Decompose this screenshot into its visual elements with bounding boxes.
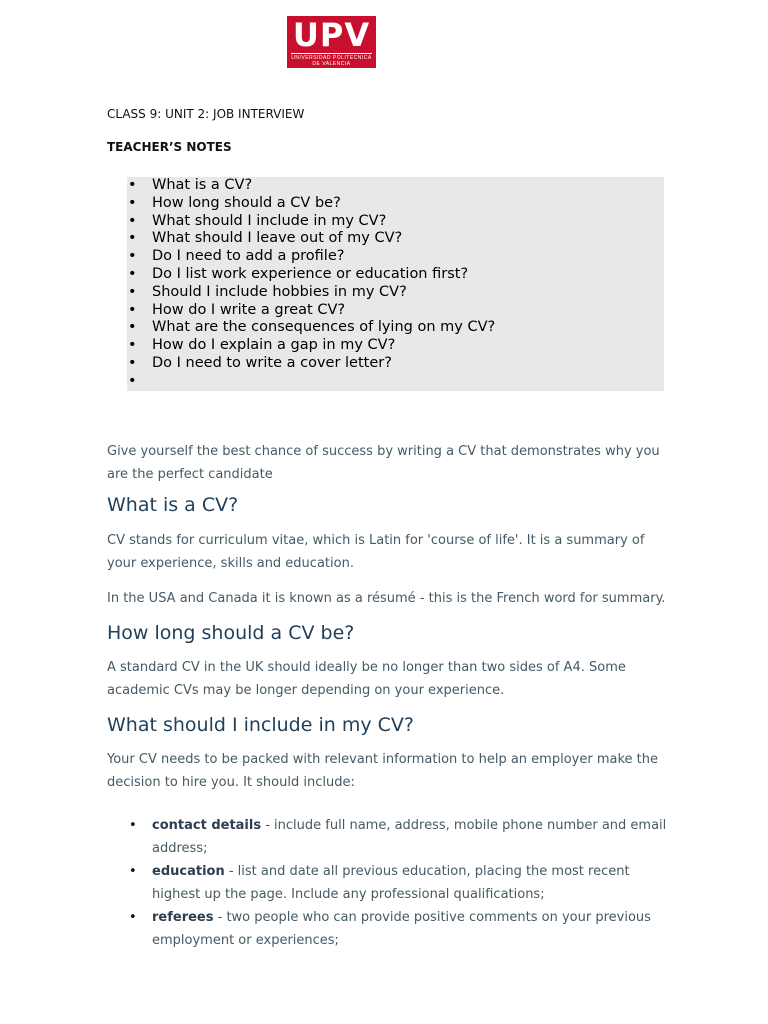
paragraph: A standard CV in the UK should ideally be no longer than two sides of A4. Some academic CVs may be longer depending on your experience. [107, 660, 626, 698]
heading-how-long: How long should a CV be? [107, 622, 355, 644]
intro-paragraph: Give yourself the best chance of success by writing a CV that demonstrates why you are the perfect candidate [107, 444, 660, 482]
upv-logo [287, 16, 376, 68]
list-item [107, 814, 667, 860]
list-item: • What are the consequences of lying on my CV? [127, 319, 664, 337]
list-item: • What should I leave out of my CV? [127, 230, 664, 248]
list-item-text: - list and date all previous education, placing the most recent highest up the page. Include any professional qualifications; [152, 864, 630, 902]
paragraph: CV stands for curriculum vitae, which is Latin for 'course of life'. It is a summary of your experience, skills and education. [107, 533, 645, 571]
list-item: • Do I list work experience or education first? [127, 266, 664, 284]
list-item: • How do I explain a gap in my CV? [127, 337, 664, 355]
list-item: • Should I include hobbies in my CV? [127, 284, 664, 302]
list-item-text: - two people who can provide positive comments on your previous employment or experiences; [152, 910, 651, 948]
heading-what-is-cv: What is a CV? [107, 494, 239, 516]
question-list [127, 177, 664, 391]
list-item [107, 906, 667, 952]
list-item-text: - include full name, address, mobile phone number and email address; [152, 818, 667, 856]
list-item: • How do I write a great CV? [127, 302, 664, 320]
list-item-term: education [152, 864, 225, 879]
logo-subtitle: UNIVERSIDAD POLITECNICA DE VALENCIA [291, 55, 372, 67]
question-list-box [127, 177, 664, 391]
list-item: • Do I need to write a cover letter? [127, 355, 664, 373]
class-title: CLASS 9: UNIT 2: JOB INTERVIEW [107, 107, 305, 121]
list-item [107, 860, 667, 906]
heading-include: What should I include in my CV? [107, 714, 414, 736]
list-item: • Do I need to add a profile? [127, 248, 664, 266]
list-item: • How long should a CV be? [127, 195, 664, 213]
include-list [107, 814, 667, 952]
paragraph: Your CV needs to be packed with relevant information to help an employer make the decision to hire you. It should include: [107, 752, 658, 790]
list-item-term: referees [152, 910, 214, 925]
logo-text: UPV [292, 16, 371, 54]
notes-title: TEACHER’S NOTES [107, 140, 232, 154]
paragraph: In the USA and Canada it is known as a résumé - this is the French word for summary. [107, 591, 666, 606]
list-item: • What is a CV? [127, 177, 664, 195]
list-item-term: contact details [152, 818, 262, 833]
list-item [127, 373, 664, 391]
list-item: • What should I include in my CV? [127, 213, 664, 231]
